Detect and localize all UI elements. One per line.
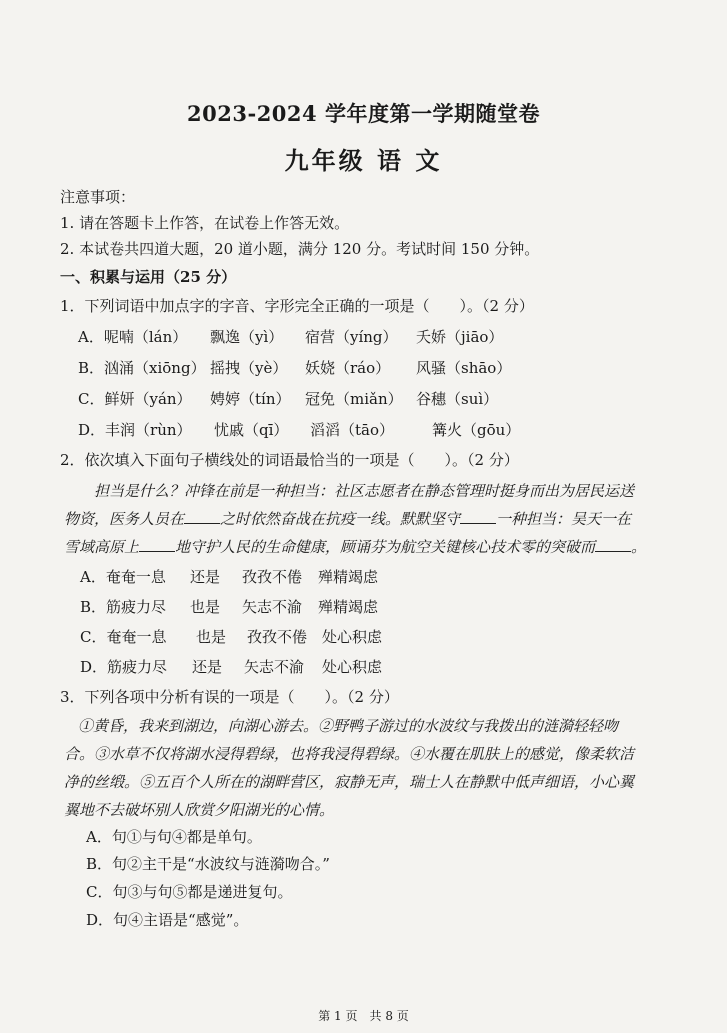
option-cell: 殚精竭虑 — [318, 598, 379, 616]
option-item: A．句①与句④都是单句。 — [86, 828, 262, 846]
option-cell: D．筋疲力尽 — [80, 658, 168, 676]
option-cell: 还是 — [192, 658, 223, 676]
option-cell: C．鲜妍（yán） — [78, 390, 192, 408]
question-1-stem: 1．下列词语中加点字的字音、字形完全正确的一项是（ ）。（2 分） — [60, 297, 534, 315]
question-2-stem: 2．依次填入下面句子横线处的词语最恰当的一项是（ ）。（2 分） — [60, 451, 519, 469]
question-3-stem: 3．下列各项中分析有误的一项是（ ）。（2 分） — [60, 688, 399, 706]
option-cell: 矢志不渝 — [244, 658, 305, 676]
option-item: C．句③与句⑤都是递进复句。 — [86, 883, 293, 901]
option-cell: A．呢喃（lán） — [78, 328, 188, 346]
option-cell: 风骚（shāo） — [416, 359, 512, 377]
option-cell: 孜孜不倦 — [247, 628, 308, 646]
page-footer: 第 1 页 共 8 页 — [318, 1009, 409, 1023]
section-heading: 一、积累与运用（25 分） — [60, 268, 237, 286]
answer-blank[interactable] — [184, 523, 220, 524]
answer-blank[interactable] — [139, 551, 175, 552]
option-cell: 殚精竭虑 — [318, 568, 379, 586]
option-cell: 还是 — [190, 568, 221, 586]
option-cell: 摇拽（yè） — [210, 359, 288, 377]
option-cell: 飘逸（yì） — [210, 328, 284, 346]
option-cell: 篝火（gōu） — [432, 421, 521, 439]
option-item: D．句④主语是“感觉”。 — [86, 911, 249, 929]
question-3-passage: ①黄昏，我来到湖边，向湖心游去。②野鸭子游过的水波纹与我拨出的涟漪轻轻吻 合。③水草不仅将湖水浸得碧绿，也将我浸得碧绿。④水覆在肌肤上的感觉，像柔软洁 净的丝缎。⑤五百个人所在的湖畔营区，寂静无声，瑞士人在静默中低声细语，小心翼 翼地不去破坏别人欣赏夕阳湖光的心情。 — [64, 717, 635, 819]
answer-blank[interactable] — [595, 551, 631, 552]
answer-blank[interactable] — [460, 523, 496, 524]
page-title: 2023-2024 学年度第一学期随堂卷 — [187, 101, 540, 126]
option-cell: 妖娆（ráo） — [305, 359, 391, 377]
option-cell: B．筋疲力尽 — [80, 598, 167, 616]
option-cell: 孜孜不倦 — [242, 568, 303, 586]
option-cell: 矢志不渝 — [242, 598, 303, 616]
option-cell: 处心积虑 — [322, 628, 383, 646]
option-item: B．句②主干是“水波纹与涟漪吻合。” — [86, 855, 330, 873]
option-cell: 冠免（miǎn） — [305, 390, 403, 408]
option-cell: 谷穗（suì） — [416, 390, 499, 408]
notes-heading: 注意事项： — [60, 188, 136, 206]
option-cell: 也是 — [196, 628, 227, 646]
option-cell: 夭娇（jiāo） — [416, 328, 504, 346]
option-cell: D．丰润（rùn） — [78, 421, 192, 439]
option-cell: 娉婷（tín） — [210, 390, 291, 408]
page-subtitle: 九年级 语 文 — [284, 146, 443, 175]
option-cell: 也是 — [190, 598, 221, 616]
option-cell: A．奄奄一息 — [80, 568, 166, 586]
note-item: 1. 请在答题卡上作答，在试卷上作答无效。 — [60, 214, 350, 232]
option-cell: B．汹涌（xiōng） — [78, 359, 206, 377]
option-cell: C．奄奄一息 — [80, 628, 167, 646]
option-cell: 宿营（yíng） — [305, 328, 398, 346]
option-cell: 处心积虑 — [322, 658, 383, 676]
option-cell: 滔滔（tāo） — [310, 421, 395, 439]
option-cell: 忧戚（qī） — [214, 421, 289, 439]
question-2-passage: 担当是什么？冲锋在前是一种担当：社区志愿者在静态管理时挺身而出为居民运送 物资，医务人员在 之时依然奋战在抗疫一线。默默坚守 一种担当：吴天一在 雪域高原上 地守护人民的生命健康，顾诵芬为航空关键核心技术零的突破而 。 — [64, 482, 647, 556]
note-item: 2. 本试卷共四道大题，20 道小题，满分 120 分。考试时间 150 分钟。 — [60, 240, 540, 258]
